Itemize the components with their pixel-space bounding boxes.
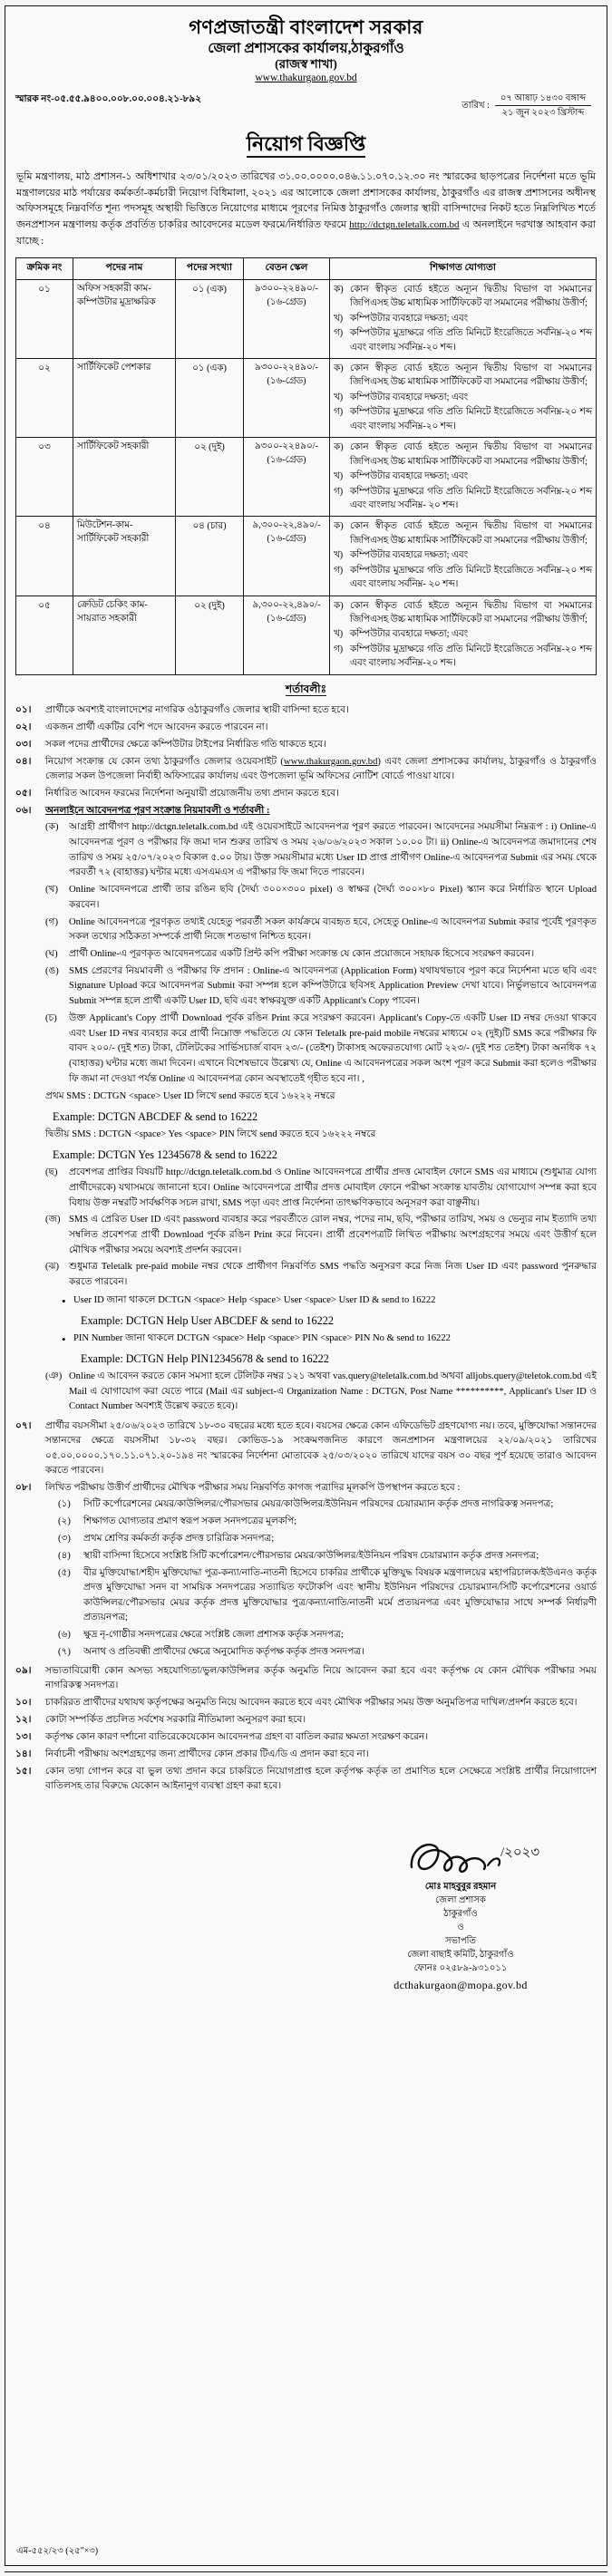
recovery-example: Example: DCTGN Help User ABCDEF & send to 16222 [81, 1313, 334, 1327]
condition-text-pre: নিয়োগ সংক্রান্ত যে কোন তথ্য ঠাকুরগাঁও জেলার ওয়েবসাইট ( [45, 756, 284, 767]
edu-text: কম্পিউটার মুদ্রাক্ষরে গতি প্রতি মিনিটে ইংরেজিতে সর্বনিম্ন-২০ শব্দ এবং বাংলায় সর্বনিম্ন- ২০ শব্দ। [350, 486, 592, 510]
rule-item [45, 964, 597, 1010]
rule-item [45, 1213, 597, 1258]
table-row [16, 438, 597, 517]
rule-text: SMS প্রেরণের নিয়মাবলী ও পরীক্ষার ফি প্রদান : Online-এ আবেদনপত্র (Application Form) যথাযথভাবে পূরণ করে নির্দেশনা মতে ছবি এবং Signature Upload করে আবেদনপত্র Submit করা সম্পন্ন হলে কম্পিউটারে ছবিসহ Application Preview দেখা যাবে। নির্ভুলভাবে আবেদনপত্র Submit সম্পন্ন হলে প্রার্থী একটি User ID, ছবি এবং স্বাক্ষরযুক্ত একটি Applicant's Copy পাবেন। [69, 965, 597, 1007]
edu-marker: খ) [334, 471, 344, 482]
condition-number: ০৪। [15, 756, 32, 767]
cell-post: মিউটেশন-কাম-সার্টিফিকেট সহকারী [73, 517, 176, 596]
pay-grade: (১৬-গ্রেড) [267, 455, 306, 466]
cell-serial: ০৪ [16, 517, 73, 596]
cell-post: সার্টিফিকেট পেশকার [73, 359, 176, 438]
condition-text: নির্বাচনী পরীক্ষায় অংশগ্রহণের জন্য প্রার্থীদের কোন প্রকার টিএ/ডি এ প্রদান করা হবে না। [45, 1749, 369, 1760]
online-rules-heading: অনলাইনে আবেদনপত্র পূরণ সংক্রান্ত নিয়মাবলী ও শর্তাবলী : [45, 805, 270, 816]
requirement-text: প্রথম শ্রেণির কর্মকর্তা কর্তৃক প্রদত্ত চারিত্রিক সনদপত্র; [83, 1534, 275, 1544]
rule-item [45, 1166, 597, 1211]
condition-number: ১৫। [15, 1766, 32, 1777]
edu-marker: ক) [334, 284, 344, 295]
condition-number: ০৮। [15, 1482, 32, 1493]
edu-text: কম্পিউটার মুদ্রাক্ষরে গতি প্রতি মিনিটে ইংরেজিতে সর্বনিম্ন-২০ শব্দ এবং বাংলায় সর্বনিম্ন-২০ শব্দ। [350, 644, 592, 669]
signature-block [15, 1842, 597, 1993]
cell-education [330, 517, 597, 596]
cell-education [330, 596, 597, 674]
cell-vacancies: ০১ (এক) [176, 279, 244, 358]
edu-text: কম্পিউটার ব্যবহারে দক্ষতা; এবং [350, 550, 469, 561]
requirement-marker: (৪) [58, 1550, 71, 1561]
intro-paragraph [16, 169, 596, 250]
requirement-item [58, 1532, 597, 1546]
requirement-item [58, 1549, 597, 1564]
edu-item [334, 548, 592, 562]
password-recovery-list [62, 1293, 597, 1367]
rule-marker: (খ) [45, 885, 59, 896]
condition-number: ১৩। [15, 1732, 32, 1743]
condition-number: ০৬। [15, 805, 32, 816]
signature-mark [404, 1838, 540, 1880]
requirement-text: ক্ষুদ্র নৃ-গোষ্ঠীর সনদপত্রের ক্ষেত্রে সংশ্লিষ্ট জেলা প্রশাসক কর্তৃক সনদপত্র; [83, 1629, 344, 1640]
recovery-item [62, 1332, 597, 1367]
requirement-item [58, 1515, 597, 1529]
condition-item [15, 721, 597, 735]
condition-number: ০৫। [15, 788, 32, 799]
cell-post: ক্রেডিট চেকিং কাম-সায়রাত সহকারী [73, 596, 176, 674]
online-rules-list [45, 820, 597, 1087]
edu-marker: ক) [334, 363, 344, 374]
condition-item [15, 1748, 597, 1762]
rule-marker: (গ) [45, 916, 58, 927]
recovery-example: Example: DCTGN Help PIN12345678 & send to 16222 [81, 1351, 329, 1365]
sms-first-instruction: প্রথম SMS : DCTGN <space> User ID লিখে send করতে হবে ১৬২২২ নম্বরে [45, 1090, 335, 1101]
requirement-marker: (৬) [58, 1629, 71, 1640]
condition-text: প্রার্থীকে অবশ্যই বাংলাদেশের নাগরিক ওঠাকুরগাঁও জেলার স্থায়ী বাসিন্দা হতে হবে। [45, 704, 349, 715]
condition-item [15, 1730, 597, 1745]
rule-text: শুধুমাত্র Teletalk pre-paid mobile নম্বর থেকে প্রার্থীগণ নিম্নবর্ণিত SMS পদ্ধতি অনুসরণ করে নিজ নিজ User ID এবং password পুনরুদ্ধার করতে পারবেন। [69, 1262, 597, 1288]
edu-text: কম্পিউটার ব্যবহারে দক্ষতা; এবং [350, 392, 469, 402]
table-row [16, 517, 597, 596]
requirement-text: অনাথ ও প্রতিবন্ধী প্রার্থীদের ক্ষেত্রে অনুমোদিত কর্তৃপক্ষ কর্তৃক প্রদত্ত সনদপত্র। [83, 1646, 364, 1657]
conditions-heading: শর্তাবলীঃ [285, 682, 327, 695]
cell-education [330, 438, 597, 517]
government-name: গণপ্রজাতন্ত্রী বাংলাদেশ সরকার [189, 16, 423, 38]
condition-text: কোটা সম্পর্কিত প্রচলিত সর্বশেষ সরকারি নীতিমালা অনুসরণ করা হবে। [45, 1715, 306, 1726]
cell-post: অফিস সহকারী কাম-কম্পিউটার মুদ্রাক্ষরিক [73, 279, 176, 358]
pay-range: ৯৩০০-২২৪৯০/- [255, 441, 318, 452]
rule-marker: (ঝ) [45, 1262, 60, 1273]
edu-item [334, 312, 592, 325]
edu-marker: খ) [334, 629, 344, 640]
rule-text: প্রবেশপত্র প্রাপ্তির বিষয়টি http://dctgn.teletalk.com.bd ও Online আবেদনপত্রে প্রার্থীর প্রদত্ত মোবাইল ফোনে SMS এর মাধ্যমে (শুধুমাত্র যোগ্য প্রার্থীদেরকে) যথাসময়ে জানানো হবে। Online আবেদনপত্রে প্রার্থীর প্রদত্ত মোবাইল ফোনে পরীক্ষা সংক্রান্ত যাবতীয় যোগাযোগ সম্পন্ন করা হবে বিধায় উক্ত নম্বরটি সার্বক্ষণিক সচল রাখা, SMS পড়া এবং প্রাপ্ত নির্দেশনা তাৎক্ষণিকভাবে অনুসরণ করা বাঞ্ছনীয়। [69, 1167, 597, 1208]
signatory-designation: জেলা প্রশাসক [435, 1894, 486, 1905]
edu-marker: গ) [334, 644, 344, 654]
cell-pay [244, 517, 330, 596]
rule-marker: (জ) [45, 1215, 61, 1225]
condition-item [15, 738, 597, 752]
pay-grade: (১৬-গ্রেড) [267, 375, 306, 386]
branch-name: (রাজস্ব শাখা) [275, 56, 337, 71]
cell-vacancies: ০২ (দুই) [176, 596, 244, 674]
rule-text: প্রার্থী Online-এ পূরণকৃত আবেদনপত্রের একটি প্রিন্ট কপি পরীক্ষা সংক্রান্ত যে কোন প্রয়োজনে সহায়ক হিসেবে সংরক্ষণ করবেন। [69, 949, 535, 959]
requirement-item [58, 1645, 597, 1660]
col-vacancies: পদের সংখ্যা [176, 257, 244, 279]
requirement-text: সিটি কর্পোরেশনের মেয়র/কাউন্সিলর/পৌরসভার মেয়র/কাউন্সিলর/ইউনিয়ন পরিষদের চেয়ারম্যান কর্তৃক প্রদত্ত নাগরিকত্ব সনদপত্র; [83, 1499, 554, 1510]
condition-number: ০৯। [15, 1666, 32, 1676]
requirement-marker: (৭) [58, 1646, 71, 1657]
edu-marker: ক) [334, 600, 344, 611]
condition-text: প্রার্থীর বয়সসীমা ২৫/০৬/২০২৩ তারিখে ১৮-৩০ বছরের মধ্যে হতে হবে। বয়সের ক্ষেত্রে কোন এফিডেভিট গ্রহণযোগ্য নয়। তবে, মুক্তিযোদ্ধা সন্তানদের সন্তানদের ক্ষেত্রে বয়সসীমা ১৮-৩২ বছর। কোভিড-১৯ সংক্রমণজনিত কারণে জনপ্রশাসন মন্ত্রণালয়ের ২২/০৯/২০২১ তারিখের ০৫.০০.০০০০.১৭০.১১.০৭১.২০-১৯৪ নং স্মারকের নির্দেশনা মোতাবেক ২৫/০৩/২০২০ তারিখে যাদের বয়স ৩০ বছর পূর্ণ হয়েছে তারাও আবেদন করতে পারবেন। [45, 1420, 597, 1476]
date-label: তারিখ : [461, 100, 490, 111]
cell-vacancies: ০১ (এক) [176, 359, 244, 438]
rule-text: আগ্রহী প্রার্থীগণ http://dctgn.teletalk.com.bd এই ওয়েবসাইটে আবেদনপত্র পূরণ করতে পারবেন। আবেদনের সময়সীমা নিম্নরূপ : i) Online-এ আবেদনপত্র পূরণ ও পরীক্ষার ফি জমা দান শুরুর তারিখ ও সময় ২৬/০৬/২০২৩ সকাল ১০.০০ টা। ii) Online-এ আবেদনপত্র জমাদানের শেষ তারিখ ও সময় ২৫/০৭/২০২৩ বিকাল ৫.০০ টায়। উক্ত সময়সীমার মধ্যে User ID প্রাপ্ত প্রার্থীগণ Online-এ আবেদনপত্র Submit এর সময় থেকে পরবর্তী ৭২ (বাহাত্তর) ঘন্টার মধ্যে এসএমএস এ পরীক্ষার ফি জমা দিতে পারবেন। [69, 822, 597, 878]
pay-range: ৯,৩০০-২২,৪৯০/- [252, 520, 321, 531]
rule-marker: (ক) [45, 822, 59, 833]
rule-marker: (ছ) [45, 1167, 58, 1178]
cell-pay [244, 438, 330, 517]
sms-example-1: Example: DCTGN ABCDEF & send to 16222 [53, 1109, 258, 1123]
cell-serial: ০১ [16, 279, 73, 358]
edu-item [334, 283, 592, 311]
edu-marker: গ) [334, 407, 344, 418]
memo-number: স্মারক নং-০৫.৫৫.৯৪০০.০০৮.০০.০০৪.২১-৮৯২ [15, 93, 202, 104]
pay-grade: (১৬-গ্রেড) [267, 534, 306, 545]
bottom-rule [5, 2571, 607, 2572]
edu-item [334, 643, 592, 671]
pay-grade: (১৬-গ্রেড) [267, 296, 306, 307]
requirement-item [58, 1566, 597, 1626]
rule-item [45, 915, 597, 945]
condition-text: একজন প্রার্থী একটির বেশি পদে আবেদন করতে পারবেন না। [45, 721, 268, 732]
vacancy-table [15, 257, 597, 675]
requirement-marker: (৩) [58, 1534, 71, 1544]
condition-item [15, 1696, 597, 1710]
pay-grade: (১৬-গ্রেড) [267, 613, 306, 624]
edu-marker: খ) [334, 392, 344, 402]
condition-text: লিখিত পরীক্ষায় উত্তীর্ণ প্রার্থীদের মৌখিক পরীক্ষার সময় নিম্নবর্ণিত কাগজ পত্রাদির মূলকপি উপস্থাপন করতে হবে : [45, 1482, 461, 1493]
condition-item [15, 755, 597, 785]
memo-row [15, 92, 597, 120]
edu-text: কম্পিউটার মুদ্রাক্ষরে গতি প্রতি মিনিটে ইংরেজিতে সর্বনিম্ন-২০ শব্দ এবং বাংলায় সর্বনিম্ন-২০ শব্দ। [350, 328, 592, 353]
intro-text: ভূমি মন্ত্রণালয়, মাঠ প্রশাসন-১ অধিশাখার ২৩/০১/২০২৩ তারিখের ৩১.০০.০০০০.০৪৬.১১.০৭০.১২.৩০ নং স্মারকের ছাড়পত্রের নির্দেশনা মতে ভূমি মন্ত্রণালয়ের মাঠ পর্যায়ের কর্মকর্তা-কর্মচারী নিয়োগ বিধিমালা, ২০২১ এর আলোকে জেলা প্রশাসকের কার্যালয়, ঠাকুরগাঁও এর রাজস্ব প্রশাসনের অধীনস্থ অফিসসমূহে নিম্নবর্ণিত শূন্য পদসমূহ অস্থায়ী ভিত্তিতে নিয়োগের মাধ্যমে পূরণের নিমিত্ত ঠাকুরগাঁও জেলার স্থায়ী বাসিন্দাদের নিকট হতে নিম্নলিখিত শর্তে জনপ্রশাসন মন্ত্রণালয় কর্তৃক প্রবর্তিত চাকরির আবেদনের মডেল ফরমে/নির্ধারিত ফরমে [16, 170, 596, 231]
condition-body [45, 804, 597, 1418]
condition-text: কর্তৃপক্ষ কোন কারণ দর্শানো ব্যতিরেকেযেকোন আবেদনপত্র গ্রহণ বা বাতিল করার ক্ষমতা সংরক্ষণ করেন। [45, 1732, 429, 1743]
cell-serial: ০২ [16, 359, 73, 438]
edu-marker: গ) [334, 328, 344, 339]
requirement-text: বীর মুক্তিযোদ্ধা/শহীদ মুক্তিযোদ্ধা পুত্র-কন্যা/নাতি-নাতনী হিসেবে চাকরির প্রার্থীকে মুক্তিযুদ্ধ বিষয়ক মন্ত্রণালয়ের মহাপরিচালক/ইউএনও কর্তৃক প্রদত্ত মুক্তিযোদ্ধা সনদ বা সাময়িক সনদপত্রের সত্যায়িত ফটোকপি এবং স্থানীয় ইউনিয়ন পরিষদের চেয়ারম্যান/সিটি কর্পোরেশনের ওয়ার্ড কাউন্সিলর/পৌরসভার মেয়র কর্তৃক প্রদত্ত মুক্তিযোদ্ধার পুত্র/কন্যা/নাতি/নাতনী মর্মে প্রত্যয়নপত্র এবং মুক্তিযোদ্ধার সাথে সম্পর্ক নির্ধারণী প্রত্যয়নপত্র; [83, 1567, 597, 1622]
condition-item [15, 1765, 597, 1795]
recovery-text: PIN Number জানা থাকলে DCTGN <space> Help <space> PIN <space> PIN No & send to 16222 [73, 1332, 451, 1343]
table-row [16, 359, 597, 438]
signatory-name: মোঃ মাহবুবুর রহমান [424, 1881, 497, 1892]
edu-item [334, 441, 592, 469]
signatory-email[interactable]: dcthakurgaon@mopa.gov.bd [393, 1978, 528, 1991]
edu-text: কম্পিউটার ব্যবহারে দক্ষতা; এবং [350, 471, 469, 482]
rule-item [45, 1012, 597, 1088]
online-rules-list-continued [45, 1166, 597, 1291]
cell-pay [244, 279, 330, 358]
condition-number: ১০। [15, 1698, 32, 1709]
edu-item [334, 405, 592, 433]
condition-number: ১২। [15, 1715, 32, 1726]
requirement-item [58, 1497, 597, 1512]
rule-marker: (ঘ) [45, 949, 58, 959]
rule-item [45, 1260, 597, 1290]
cell-serial: ০৩ [16, 438, 73, 517]
condition-item [15, 1419, 597, 1479]
condition-text: কোন তথ্য গোপন করে বা ভুল তথ্য প্রদান করে চাকরিতে নিয়োগপ্রাপ্ত হলে কর্তৃপক্ষ কর্তৃক তা প্রমাণিত হলে সেক্ষেত্রে সংশ্লিষ্ট প্রার্থীর নিয়োগাদেশ বাতিলসহ তার বিরুদ্ধে যেকোন আইনানুগ ব্যবস্থা গ্রহণ করা হবে। [45, 1766, 597, 1792]
condition-text-post: ) এবং জেলা প্রশাসকের কার্যালয়, ঠাকুরগাঁও ও ঠাকুরগাঁও জেলার সকল উপজেলা নির্বাহী অফিসারের কার্যালয় এবং উপজেলা ভূমি অফিসের নোটিশ বোর্ডে পাওয়া যাবে। [45, 756, 597, 781]
col-serial: ক্রমিক নং [16, 257, 73, 279]
rule-text: Online এ আবেদন করতে কোন সমস্যা হলে টেলিটক নম্বর ১২১ অথবা vas.query@teletalk.com.bd অথবা alljobs.query@teletok.com.bd এই Mail এ যোগাযোগ করা যেতে পারে (Mail এর subject-এ Organization Name : DCTGN, Post Name **********, Applicant's User ID ও Contact Number অবশ্যই উল্লেখ করতে হবে)। [69, 1371, 597, 1412]
condition-text: সভ্যতাবিরোধী কোন অসভ্য সহযোগিতা/ভুল/কাউন্সিলর কর্তৃক অনুমতি নিয়ে আবেদন করা হবে এবং কর্তৃপক্ষ যে কোন মৌখিক পরীক্ষার সময় নাগরিকত্ব সনদপত্র। [45, 1666, 597, 1691]
edu-item [334, 362, 592, 390]
table-header-row [16, 257, 597, 279]
condition-text [45, 755, 597, 785]
edu-item [334, 519, 592, 547]
condition-body [45, 1481, 597, 1662]
office-name: জেলা প্রশাসকের কার্যালয়,ঠাকুরগাঁও [208, 40, 404, 56]
condition-item [15, 703, 597, 718]
condition-number: ০১। [15, 704, 32, 715]
condition-text: নির্ধারিত আবেদন ফরমের নির্দেশনা অনুযায়ী প্রয়োজনীয় তথ্য প্রদান করতে হবে। [45, 788, 339, 799]
recovery-item [62, 1293, 597, 1329]
conditions-list [15, 703, 597, 1795]
rule-item [45, 820, 597, 881]
edu-marker: খ) [334, 550, 344, 561]
rule-item [45, 883, 597, 913]
cell-pay [244, 359, 330, 438]
condition-number: ০৭। [15, 1420, 32, 1431]
signatory-district: ঠাকুরগাঁও [443, 1908, 478, 1919]
pay-range: ৯৩০০-২২৪৯০/- [255, 363, 318, 373]
online-rules-last [45, 1370, 597, 1415]
date-english: ২১ জুন ২০২৩ খ্রিস্টাব্দ [501, 108, 585, 119]
edu-item [334, 564, 592, 592]
sms-second-instruction: দ্বিতীয় SMS : DCTGN <space> Yes <space> PIN লিখে send করতে হবে ১৬২২২ নম্বরে [45, 1128, 376, 1139]
rule-marker: (চ) [45, 1012, 57, 1023]
rule-item [45, 947, 597, 963]
handwritten-signature [325, 1842, 597, 1880]
edu-marker: গ) [334, 486, 344, 497]
edu-marker: ক) [334, 521, 344, 532]
col-education: শিক্ষাগত যোগ্যতা [330, 257, 597, 279]
edu-item [334, 326, 592, 354]
edu-item [334, 627, 592, 641]
letterhead [15, 17, 597, 84]
edu-marker: গ) [334, 565, 344, 576]
application-url-link[interactable]: http://dctgn.teletalk.com.bd [349, 219, 460, 231]
requirement-marker: (৫) [58, 1567, 71, 1578]
cell-vacancies: ০৪ (চার) [176, 517, 244, 596]
rule-text: উক্ত Applicant's Copy প্রার্থী Download পূর্বক রঙিন Print করে সংরক্ষণ করবেন। Applicant's Copy-তে একটি User ID নম্বর দেওয়া থাকবে এবং User ID নম্বর ব্যবহার করে প্রার্থী নিম্নোক্ত পদ্ধতিতে যে কোন Teletalk pre-paid mobile নম্বরের মাধ্যমে ০২ (দুই)টি SMS করে পরীক্ষার ফি বাবদ ২০০/- (দুই শত) টাকা, টেলিটকের সার্ভিসচার্জ বাবদ ২৩/- (তেইশ) টাকাসহ অফেরতযোগ্য মোট ২২৩/- (দুই শত তেইশ) টাকা অনধিক ৭২ (বাহাত্তর) ঘন্টার মধ্যে জমা দিবেন। এখানে বিশেষভাবে উল্লেখ্য যে, Online এ আবেদনপত্রের সকল অংশ পূরণ করে Submit করা হলেও পরীক্ষার ফি জমা না দেওয়া পর্যন্ত Online এ আবেদনপত্র কোন অবস্থাতেই গৃহীত হবে না। , [69, 1012, 597, 1084]
cell-serial: ০৫ [16, 596, 73, 674]
rule-text: Online আবেদনপত্রে প্রার্থী তার রঙিন ছবি (দৈর্ঘ্য ৩০০×৩০০ pixel) ও স্বাক্ষর (দৈর্ঘ্য ৩০০×৮০ Pixel) স্ক্যান করে নির্ধারিত স্থানে Upload করবেন। [69, 885, 597, 910]
edu-text: কম্পিউটার মুদ্রাক্ষরে গতি প্রতি মিনিটে ইংরেজিতে সর্বনিম্ন-২০ শব্দ এবং বাংলায় সর্বনিম্ন-২০ শব্দ। [350, 407, 592, 431]
intro-tail: এ অনলাইনে দরখাস্ত আহবান করা যাচ্ছে : [16, 219, 596, 247]
edu-item [334, 470, 592, 483]
condition-item [15, 1713, 597, 1728]
requirement-marker: (১) [58, 1499, 71, 1510]
rule-marker: (ঙ) [45, 965, 59, 976]
requirement-marker: (২) [58, 1516, 71, 1527]
rule-marker: (ঞ) [45, 1371, 63, 1382]
pay-range: ৯৩০০-২২৪৯০/- [255, 283, 318, 294]
edu-text: কম্পিউটার মুদ্রাক্ষরে গতি প্রতি মিনিটে ইংরেজিতে সর্বনিম্ন-২০ শব্দ এবং বাংলায় সর্বনিম্ন- ২০ শব্দ। [350, 565, 592, 590]
condition-number: ১৪। [15, 1749, 32, 1760]
signatory-conjunction: ও [457, 1922, 464, 1932]
requirement-item [58, 1628, 597, 1642]
edu-item [334, 391, 592, 404]
table-row [16, 279, 597, 358]
condition-item [15, 804, 597, 1418]
signatory-role-2: সভাপতি [444, 1935, 477, 1946]
edu-text: কোন স্বীকৃত বোর্ড হইতে অন্যূন দ্বিতীয় বিভাগ বা সমমানের জিপিএসহ উচ্চ মাধ্যমিক সার্টিফিকেট বা সমমানের পরীক্ষায় উত্তীর্ণ; [350, 284, 592, 309]
signatory-committee: জেলা বাছাই কমিটি, ঠাকুরগাঁও [407, 1949, 514, 1960]
edu-marker: খ) [334, 313, 344, 324]
condition-number: ০২। [15, 721, 32, 732]
document-frame [5, 5, 607, 2566]
edu-item [334, 599, 592, 627]
requirement-text: শিক্ষাগত যোগ্যতার প্রমাণ স্বরূপ সকল সনদপত্রের মূলকপি; [83, 1516, 297, 1527]
edu-text: কোন স্বীকৃত বোর্ড হইতে অন্যূন দ্বিতীয় বিভাগ বা সমমানের জিপিএসহ উচ্চ মাধ্যমিক সার্টিফিকেট বা সমমানের পরীক্ষায় উত্তীর্ণ; [350, 521, 592, 546]
condition-item [15, 1664, 597, 1694]
condition-item [15, 1481, 597, 1662]
requirement-text: স্থায়ী বাসিন্দা হিসেবে সংশ্লিষ্ট সিটি কর্পোরেশন/পৌরসভার মেয়র/কাউন্সিলর/ইউনিয়ন পরিষদ চেয়ারম্যান কর্তৃক প্রদত্ত সনদপত্র; [83, 1550, 539, 1561]
date-bangla: ০৭ আষাঢ় ১৪৩০ বঙ্গাব্দ [495, 92, 591, 107]
signatory-phone: ফোনঃ ০২৫৮৯-৯৩১০১১ [413, 1962, 508, 1973]
cell-post: সার্টিফিকেট সহকারী [73, 438, 176, 517]
edu-text: কোন স্বীকৃত বোর্ড হইতে অন্যূন দ্বিতীয় বিভাগ বা সমমানের জিপিএসহ উচ্চ মাধ্যমিক সার্টিফিকেট বা সমমানের পরীক্ষায় উত্তীর্ণ; [350, 442, 592, 467]
thakurgaon-website-link[interactable]: www.thakurgaon.gov.bd [283, 756, 378, 767]
rule-item [45, 1370, 597, 1415]
cell-education [330, 279, 597, 358]
edu-text: কোন স্বীকৃত বোর্ড হইতে অন্যূন দ্বিতীয় বিভাগ বা সমমানের জিপিএসহ উচ্চ মাধ্যমিক সার্টিফিকেট বা সমমানের পরীক্ষায় উত্তীর্ণ; [350, 600, 592, 625]
date-block [461, 92, 591, 120]
cell-vacancies: ০২ (দুই) [176, 438, 244, 517]
document-requirements-list [58, 1497, 597, 1660]
cell-pay [244, 596, 330, 674]
edu-marker: ক) [334, 442, 344, 453]
condition-text: চাকরিরত প্রার্থীদের যথাযথ কর্তৃপক্ষের অনুমতি নিয়ে আবেদন করতে হবে এবং মৌখিক পরীক্ষার সময় উক্ত অনুমতিপত্র দাখিল/প্রদর্শন করতে হবে। [45, 1698, 578, 1709]
recovery-text: User ID জানা থাকলে DCTGN <space> Help <space> User <space> User ID & send to 16222 [73, 1294, 436, 1305]
table-row [16, 596, 597, 674]
rule-text: Online আবেদনপত্রে পূরণকৃত তথ্যই যেহেতু পরবর্তী সকল কার্যক্রমে ব্যবহৃত হবে, সেহেতু Online-এ আবেদনপত্র Submit করার পূর্বেই পূরণকৃত সকল তথ্যের সঠিকতা সম্পর্কে প্রার্থী নিজে শতভাগ নিশ্চিত হবেন। [69, 916, 597, 943]
edu-item [334, 485, 592, 513]
col-pay-scale: বেতন স্কেল [244, 257, 330, 279]
pay-range: ৯,৩০০-২২,৪৯০/- [252, 599, 321, 610]
condition-item [15, 787, 597, 801]
rule-text: SMS এ প্রেরিত User ID এবং password ব্যবহার করে পরবর্তীতে রোল নম্বর, পদের নাম, ছবি, পরীক্ষার তারিখ, সময় ও ভেন্যুর নাম ইত্যাদি তথ্য সম্বলিত প্রবেশপত্র প্রার্থী Download পূর্বক রঙিন Print করে নিবেন। প্রার্থী প্রবেশপত্রটি লিখিত পরীক্ষায় অংশগ্রহণের সময়ে এবং উত্তীর্ণ হলে মৌখিক পরীক্ষার সময়ে অবশ্যই প্রদর্শন করবেন। [69, 1215, 597, 1255]
website-link[interactable]: www.thakurgaon.gov.bd [255, 72, 357, 83]
col-post-name: পদের নাম [73, 257, 176, 279]
sms-example-2: Example: DCTGN Yes 12345678 & send to 16222 [53, 1148, 277, 1161]
edu-text: কম্পিউটার ব্যবহারে দক্ষতা; এবং [350, 313, 469, 324]
cell-education [330, 359, 597, 438]
bottom-reference-code: এম-৫৫২/২৩ (২৫"×৩) [16, 2546, 99, 2556]
condition-number: ০৩। [15, 739, 32, 750]
page-title: নিয়োগ বিজ্ঞপ্তি [15, 129, 597, 162]
edu-text: কম্পিউটার ব্যবহারে দক্ষতা; এবং [350, 629, 469, 640]
condition-text: সকল পদের প্রার্থীদের ক্ষেত্রে কম্পিউটার টাইপের নির্ধারিত গতি থাকতে হবে। [45, 739, 326, 750]
edu-text: কোন স্বীকৃত বোর্ড হইতে অন্যূন দ্বিতীয় বিভাগ বা সমমানের জিপিএসহ উচ্চ মাধ্যমিক সার্টিফিকেট বা সমমানের পরীক্ষায় উত্তীর্ণ; [350, 363, 592, 388]
signature-date: /২০২৩ [500, 1845, 540, 1860]
